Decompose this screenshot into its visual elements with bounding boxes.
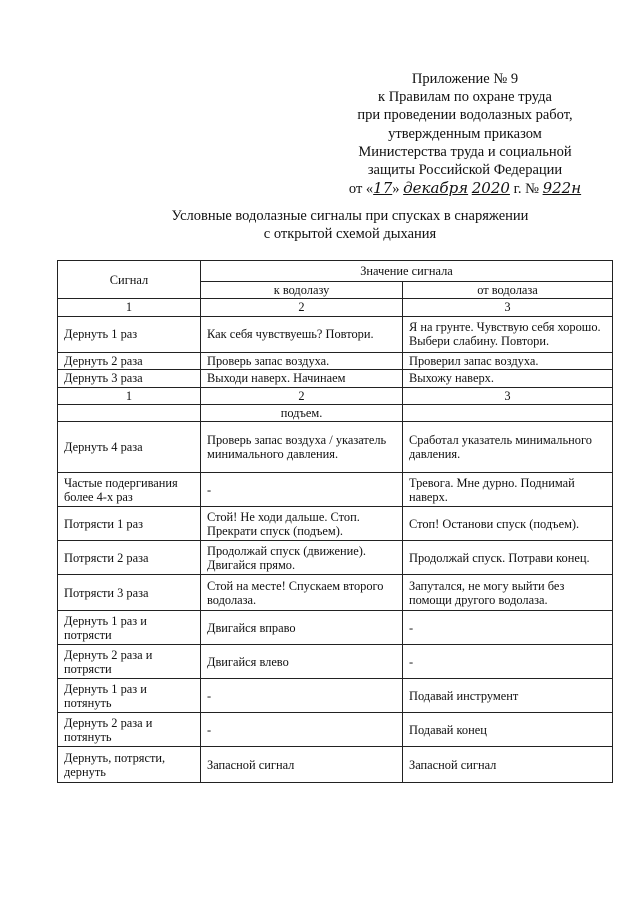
signals-table	[57, 260, 613, 783]
column-number: 1	[58, 387, 201, 404]
document-title	[130, 207, 570, 243]
title-line: Условные водолазные сигналы при спусках в снаряжении	[171, 208, 529, 224]
column-number: 3	[403, 387, 613, 404]
date-prefix: от «	[348, 181, 374, 198]
to-diver-cell: Как себя чувствуешь? Повтори.	[201, 316, 403, 352]
from-diver-cell: Проверил запас воздуха.	[403, 352, 613, 369]
to-diver-cell: Запасной сигнал	[201, 747, 403, 783]
appendix-header	[335, 70, 595, 198]
from-diver-cell: Запутался, не могу выйти без помощи другого водолаза.	[403, 575, 613, 611]
table-row	[58, 316, 613, 352]
header-line: при проведении водолазных работ,	[357, 107, 573, 124]
header-meaning: Значение сигнала	[201, 261, 613, 282]
table-row	[58, 352, 613, 369]
header-line: к Правилам по охране труда	[378, 89, 552, 106]
header-line: защиты Российской Федерации	[367, 162, 563, 179]
table-row	[58, 611, 613, 645]
from-diver-cell: Тревога. Мне дурно. Поднимай наверх.	[403, 473, 613, 507]
table-header-row	[58, 261, 613, 282]
to-diver-cell: -	[201, 473, 403, 507]
column-number: 2	[201, 299, 403, 316]
from-diver-cell: -	[403, 611, 613, 645]
to-diver-cell: Проверь запас воздуха / указатель минимального давления.	[201, 422, 403, 473]
to-diver-cell: -	[201, 713, 403, 747]
from-diver-cell: Я на грунте. Чувствую себя хорошо. Выбери слабину. Повтори.	[403, 316, 613, 352]
from-diver-cell: Запасной сигнал	[403, 747, 613, 783]
table-row	[58, 679, 613, 713]
to-diver-cell: Продолжай спуск (движение). Двигайся прямо.	[201, 541, 403, 575]
from-diver-cell: -	[403, 645, 613, 679]
signal-cell: Потрясти 1 раз	[58, 507, 201, 541]
header-to-diver: к водолазу	[201, 282, 403, 299]
signal-cell: Потрясти 2 раза	[58, 541, 201, 575]
to-diver-cell: Двигайся влево	[201, 645, 403, 679]
table-row	[58, 645, 613, 679]
date-day: 17	[373, 179, 393, 198]
header-line: утвержденным приказом	[388, 125, 542, 142]
signal-cell: Дернуть 2 раза и потрясти	[58, 645, 201, 679]
signal-cell: Дернуть 2 раза и потянуть	[58, 713, 201, 747]
header-signal: Сигнал	[58, 261, 201, 299]
to-diver-cell: Стой! Не ходи дальше. Стоп. Прекрати спуск (подъем).	[201, 507, 403, 541]
signal-cell: Дернуть, потрясти, дернуть	[58, 747, 201, 783]
order-date-line	[335, 179, 595, 198]
column-number: 3	[403, 299, 613, 316]
date-suffix: г. №	[513, 181, 539, 198]
date-month: декабря	[403, 179, 469, 198]
table-row	[58, 747, 613, 783]
to-diver-cell: Проверь запас воздуха.	[201, 352, 403, 369]
from-diver-cell	[403, 405, 613, 422]
order-number: 922н	[542, 179, 582, 198]
to-diver-cell: -	[201, 679, 403, 713]
table-row	[58, 370, 613, 387]
table-row	[58, 713, 613, 747]
to-diver-cell: подъем.	[201, 405, 403, 422]
column-number-row	[58, 387, 613, 404]
to-diver-cell: Стой на месте! Спускаем второго водолаза.	[201, 575, 403, 611]
table-row	[58, 507, 613, 541]
signal-cell: Дернуть 4 раза	[58, 422, 201, 473]
column-number-row	[58, 299, 613, 316]
column-number: 2	[201, 387, 403, 404]
signal-cell: Потрясти 3 раза	[58, 575, 201, 611]
header-from-diver: от водолаза	[403, 282, 613, 299]
from-diver-cell: Продолжай спуск. Потрави конец.	[403, 541, 613, 575]
table-row	[58, 422, 613, 473]
from-diver-cell: Сработал указатель минимального давления.	[403, 422, 613, 473]
from-diver-cell: Выхожу наверх.	[403, 370, 613, 387]
signal-cell: Дернуть 3 раза	[58, 370, 201, 387]
from-diver-cell: Подавай конец	[403, 713, 613, 747]
header-line: Министерства труда и социальной	[358, 143, 572, 160]
to-diver-cell: Выходи наверх. Начинаем	[201, 370, 403, 387]
signal-cell	[58, 405, 201, 422]
title-line: с открытой схемой дыхания	[263, 226, 437, 242]
signal-cell: Дернуть 1 раз	[58, 316, 201, 352]
from-diver-cell: Стоп! Останови спуск (подъем).	[403, 507, 613, 541]
table-row	[58, 473, 613, 507]
column-number: 1	[58, 299, 201, 316]
date-year: 2020	[471, 179, 510, 198]
table-row	[58, 575, 613, 611]
signal-cell: Дернуть 1 раз и потрясти	[58, 611, 201, 645]
table-row-continuation	[58, 405, 613, 422]
from-diver-cell: Подавай инструмент	[403, 679, 613, 713]
signal-cell: Дернуть 2 раза	[58, 352, 201, 369]
signal-cell: Дернуть 1 раз и потянуть	[58, 679, 201, 713]
to-diver-cell: Двигайся вправо	[201, 611, 403, 645]
date-sep: »	[392, 181, 400, 198]
appendix-number: Приложение № 9	[411, 71, 519, 87]
table-row	[58, 541, 613, 575]
signal-cell: Частые подергивания более 4-х раз	[58, 473, 201, 507]
